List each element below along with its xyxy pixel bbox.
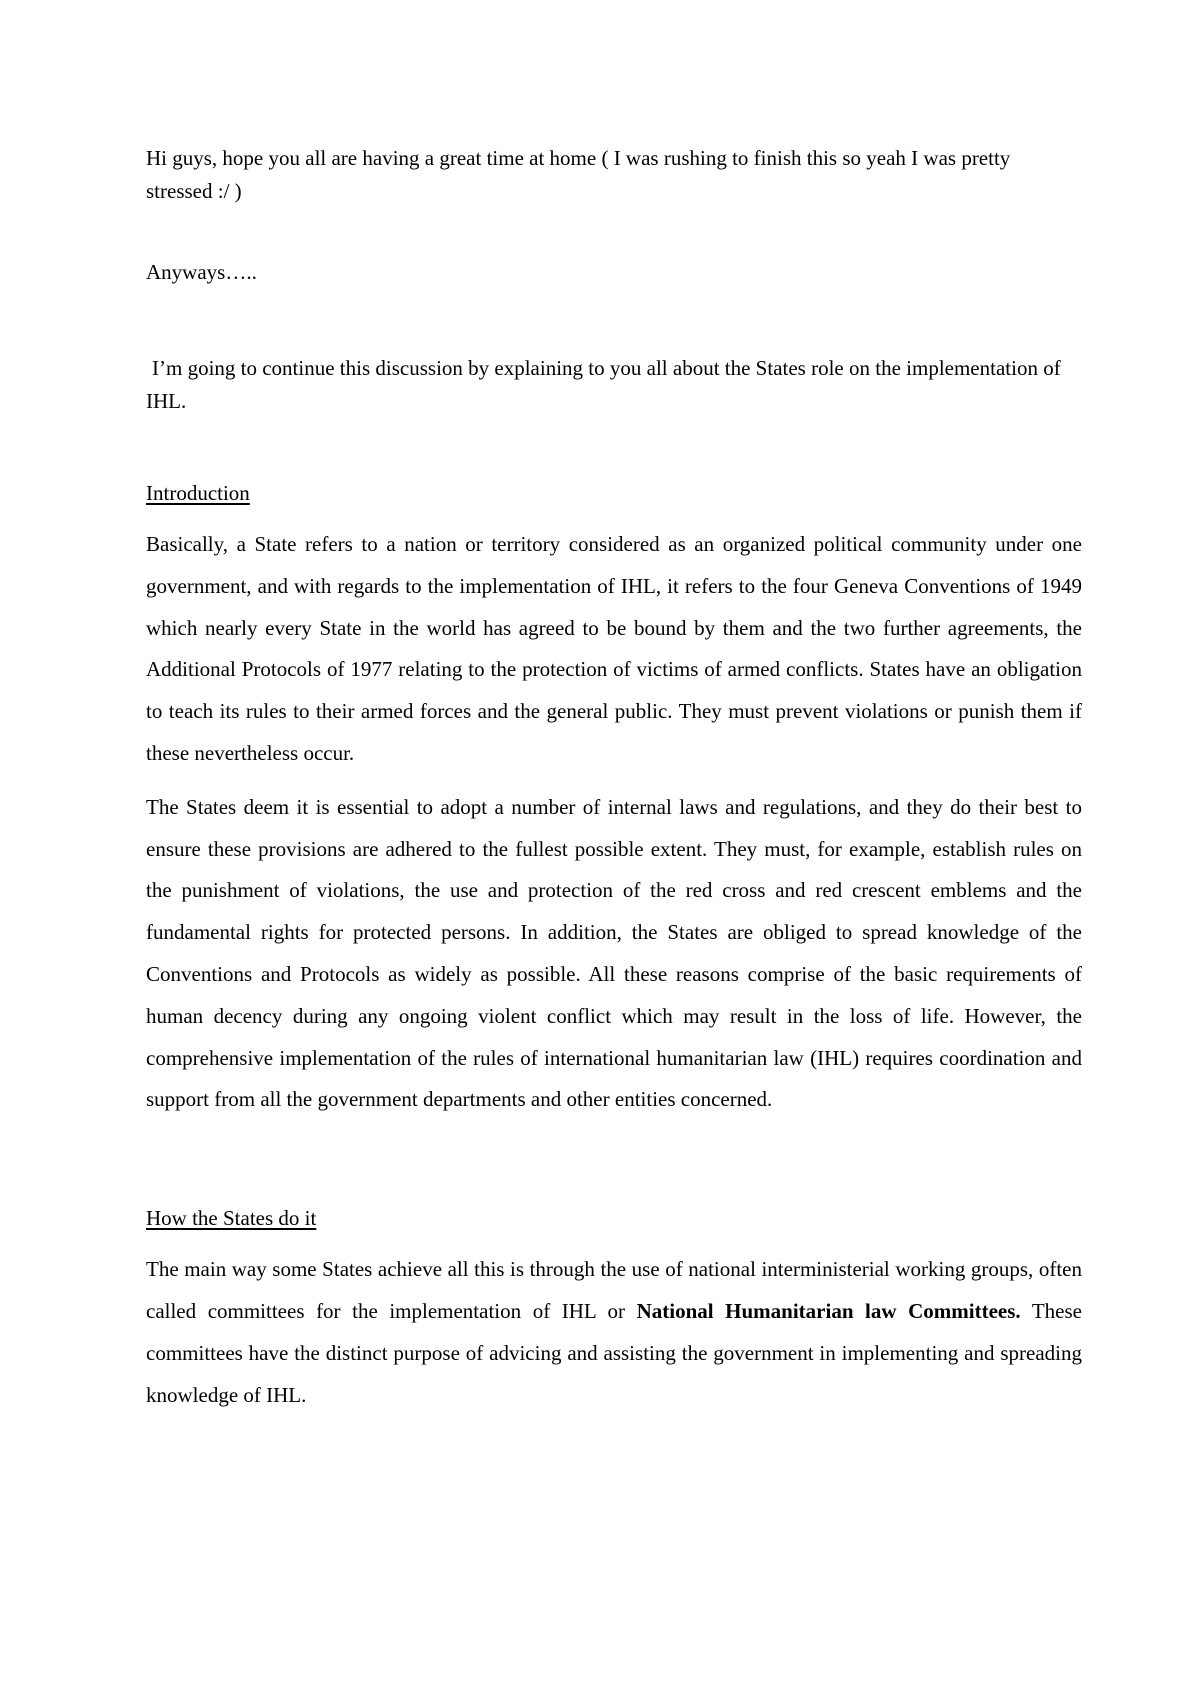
how-states-paragraph — [146, 1249, 1082, 1416]
how-states-paragraph-start: The main way some States achieve all this is through the use of national interministerial working groups, often called committees for the implementation of IHL or — [146, 1257, 1082, 1323]
introduction-heading: Introduction — [146, 481, 250, 505]
introduction-paragraph-2: The States deem it is essential to adopt a number of internal laws and regulations, and they do their best to ensure these provisions are adhered to the fullest possible extent. They must, for example, establish rules on the punishment of violations, the use and protection of the red cross and red crescent emblems and the fundamental rights for protected persons. In addition, the States are obliged to spread knowledge of the Conventions and Protocols as widely as possible. All these reasons comprise of the basic requirements of human decency during any ongoing violent conflict which may result in the loss of life. However, the comprehensive implementation of the rules of international humanitarian law (IHL) requires coordination and support from all the government departments and other entities concerned. — [146, 794, 1082, 1112]
introduction-paragraph-1: Basically, a State refers to a nation or territory considered as an organized political community under one government, and with regards to the implementation of IHL, it refers to the four Geneva Conventions of 1949 which nearly every State in the world has agreed to be bound by them and the two further agreements, the Additional Protocols of 1977 relating to the protection of victims of armed conflicts. States have an obligation to teach its rules to their armed forces and the general public. They must prevent violations or punish them if these nevertheless occur. — [146, 532, 1082, 765]
how-states-paragraph-end: These committees have the distinct purpose of advicing and assisting the government in implementing and spreading knowledge of IHL. — [146, 1298, 1082, 1407]
greeting-paragraph: Hi guys, hope you all are having a great time at home ( I was rushing to finish this so yeah I was pretty stressed :/ ) — [146, 146, 1011, 203]
how-states-heading: How the States do it — [146, 1206, 317, 1231]
continue-paragraph: I’m going to continue this discussion by explaining to you all about the States role on the implementation of IHL. — [146, 356, 1061, 413]
committees-bold-term: National Humanitarian law Committees. — [636, 1298, 1021, 1323]
document-body — [146, 142, 1082, 1416]
anyways-paragraph: Anyways….. — [146, 260, 257, 284]
